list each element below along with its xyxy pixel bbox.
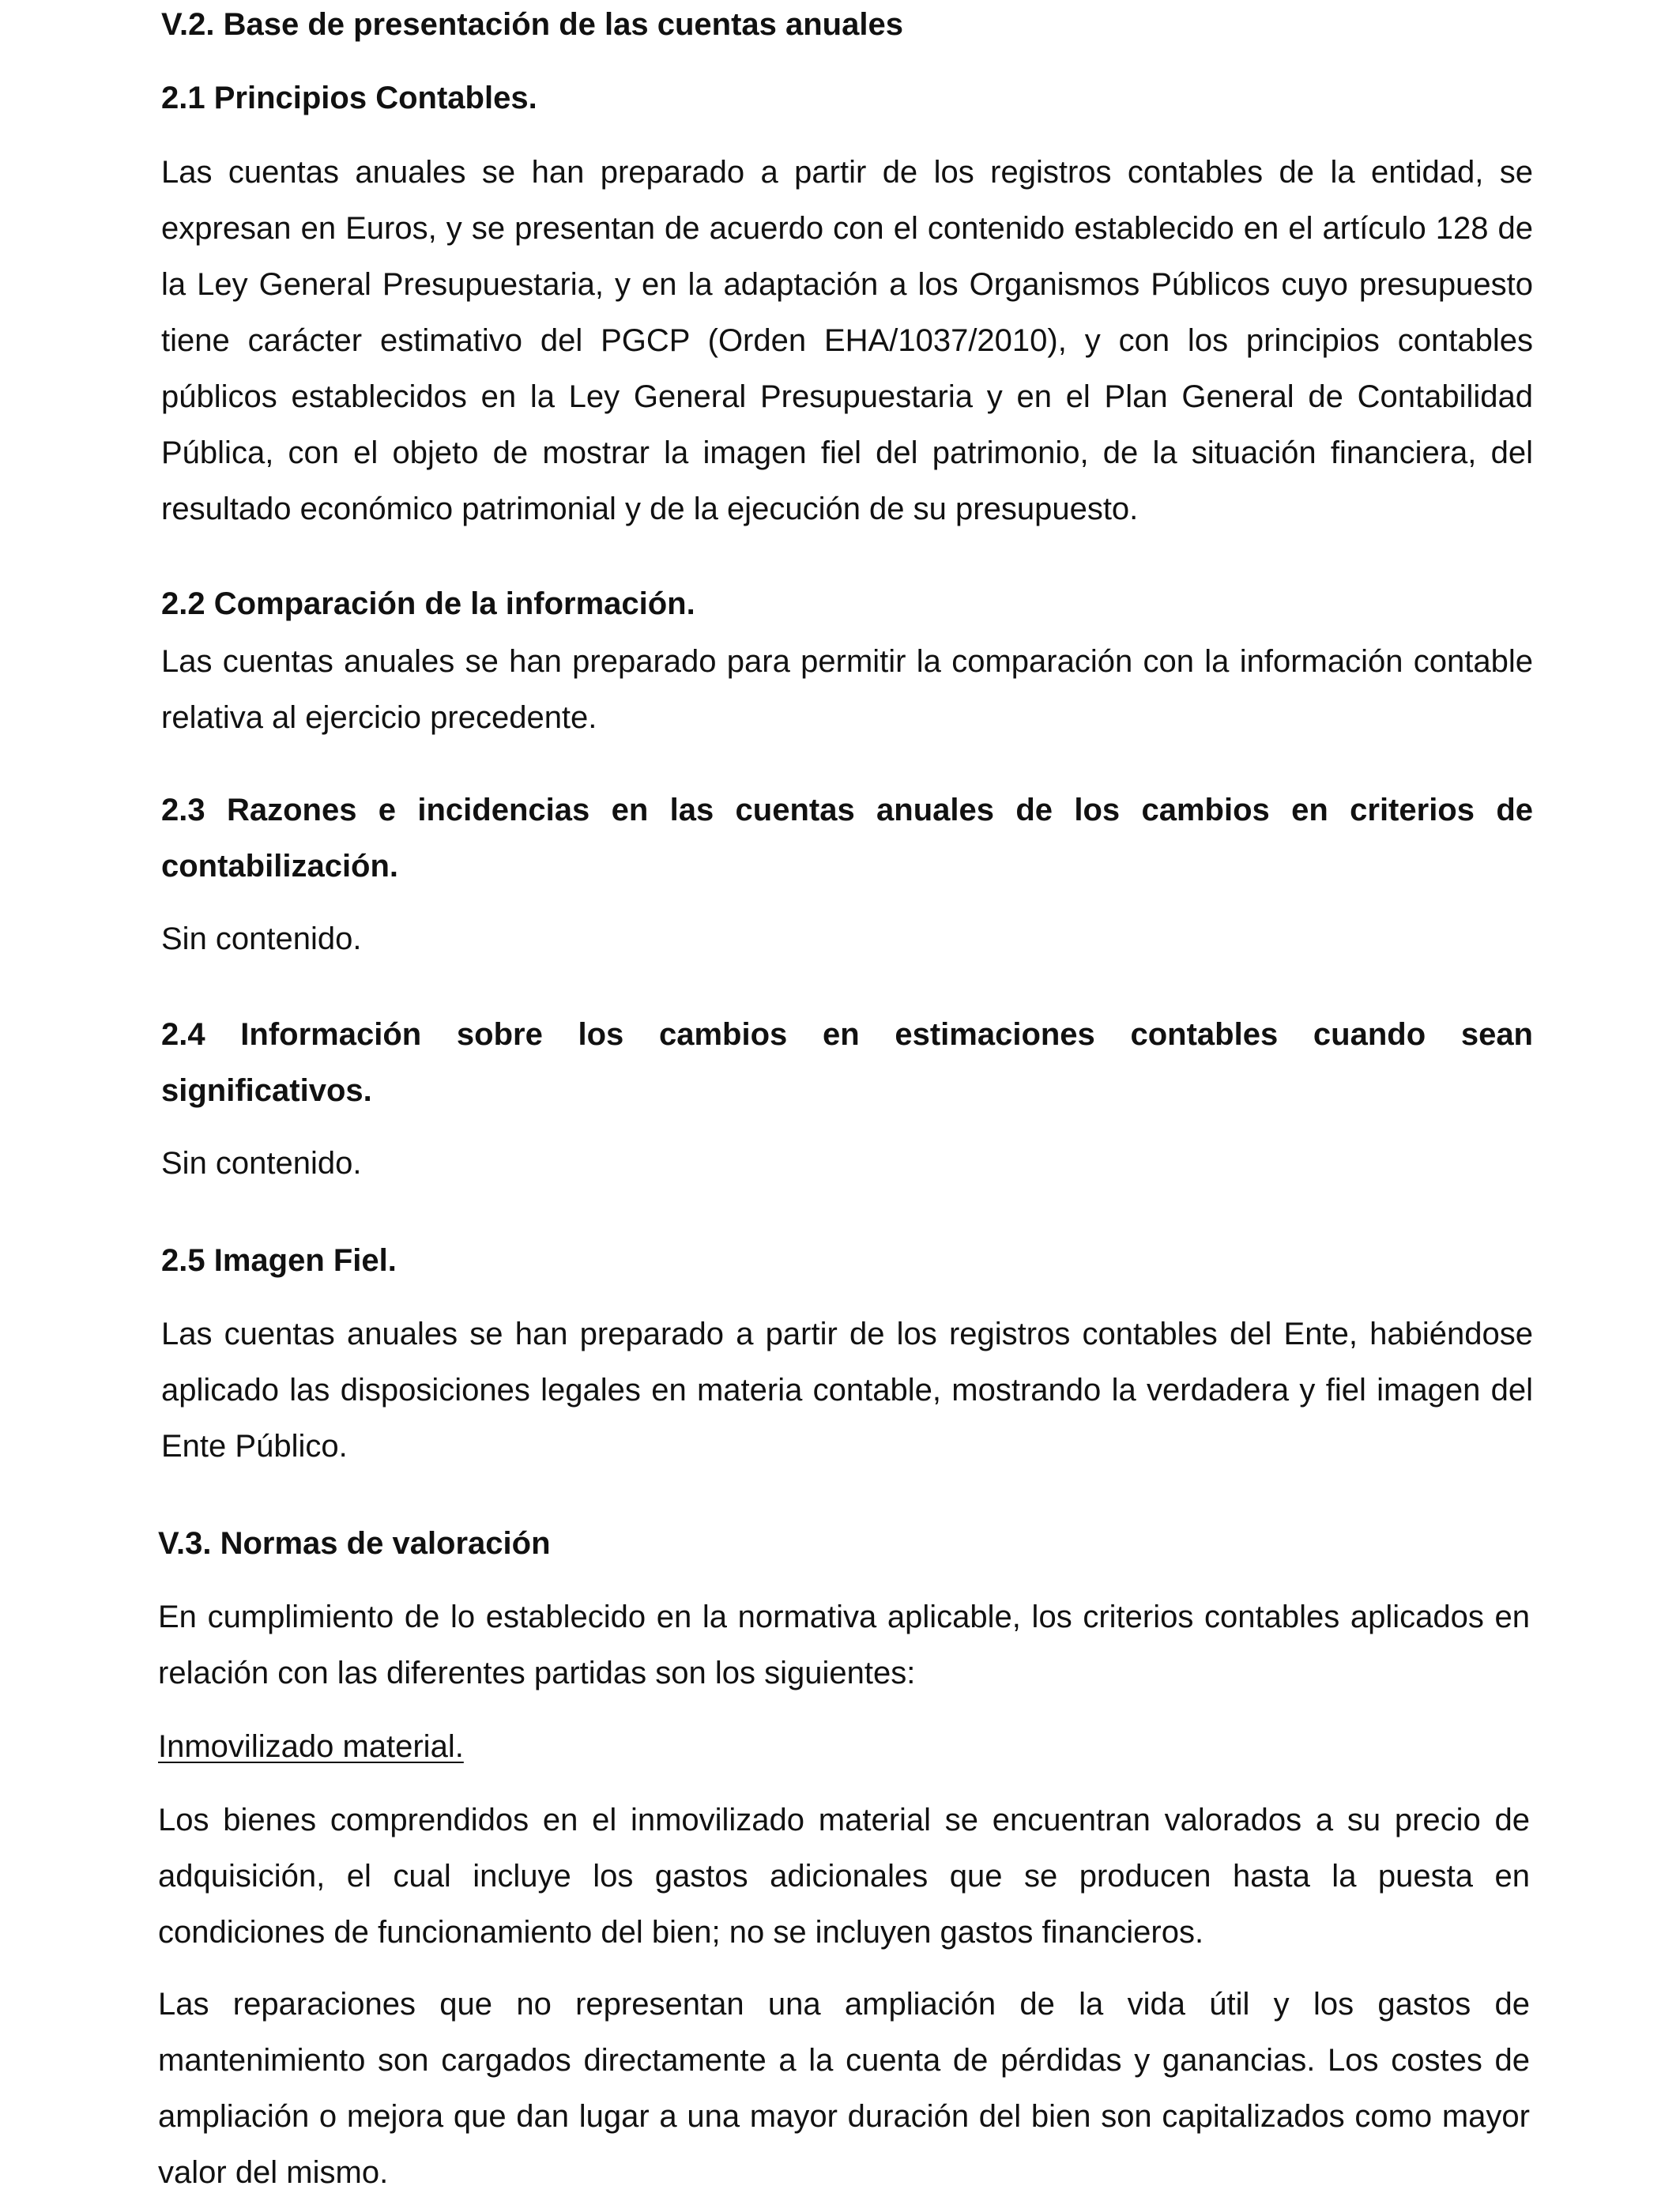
- inmovilizado-paragraph-1: Los bienes comprendidos en el inmovilizado material se encuentran valorados a su precio de adquisición, el cual incluye los gastos adicionales que se producen hasta la puesta en condiciones de funcionamiento del bien; no se incluyen gastos financieros.: [158, 1803, 1530, 1950]
- section-v2-title: V.2. Base de presentación de las cuentas anuales: [161, 7, 903, 42]
- section-v3-title: V.3. Normas de valoración: [158, 1526, 551, 1561]
- section-2-5-body: Las cuentas anuales se han preparado a partir de los registros contables del Ente, habiéndose aplicado las disposiciones legales en materia contable, mostrando la verdadera y fiel imagen del Ente Público.: [161, 1317, 1533, 1464]
- inmovilizado-title-text: Inmovilizado material.: [158, 1729, 464, 1764]
- section-2-3-body: Sin contenido.: [161, 921, 362, 956]
- section-2-1-body: Las cuentas anuales se han preparado a partir de los registros contables de la entidad, se expresan en Euros, y se presentan de acuerdo con el contenido establecido en el artículo 128 de la Ley General Presupuestaria, y en la adaptación a los Organismos Públicos cuyo presupuesto tiene carácter estimativo del PGCP (Orden EHA/1037/2010), y con los principios contables públicos establecidos en la Ley General Presupuestaria y en el Plan General de Contabilidad Pública, con el objeto de mostrar la imagen fiel del patrimonio, de la situación financiera, del resultado económico patrimonial y de la ejecución de su presupuesto.: [161, 155, 1533, 526]
- section-2-4-body: Sin contenido.: [161, 1146, 362, 1181]
- section-2-3-title: 2.3 Razones e incidencias en las cuentas anuales de los cambios en criterios de contabilización.: [161, 793, 1533, 884]
- inmovilizado-paragraph-2: Las reparaciones que no representan una ampliación de la vida útil y los gastos de mantenimiento son cargados directamente a la cuenta de pérdidas y ganancias. Los costes de ampliación o mejora que dan lugar a una mayor duración del bien son capitalizados como mayor valor del mismo.: [158, 1987, 1530, 2190]
- inmovilizado-title: [158, 1719, 1530, 1775]
- section-2-1-title: 2.1 Principios Contables.: [161, 81, 537, 115]
- section-v3-intro: En cumplimiento de lo establecido en la normativa aplicable, los criterios contables aplicados en relación con las diferentes partidas son los siguientes:: [158, 1600, 1530, 1690]
- section-2-5-title: 2.5 Imagen Fiel.: [161, 1243, 397, 1278]
- section-2-4-title: 2.4 Información sobre los cambios en estimaciones contables cuando sean significativos.: [161, 1017, 1533, 1108]
- section-2-2-body: Las cuentas anuales se han preparado para permitir la comparación con la información contable relativa al ejercicio precedente.: [161, 644, 1533, 735]
- section-2-2-title: 2.2 Comparación de la información.: [161, 586, 695, 621]
